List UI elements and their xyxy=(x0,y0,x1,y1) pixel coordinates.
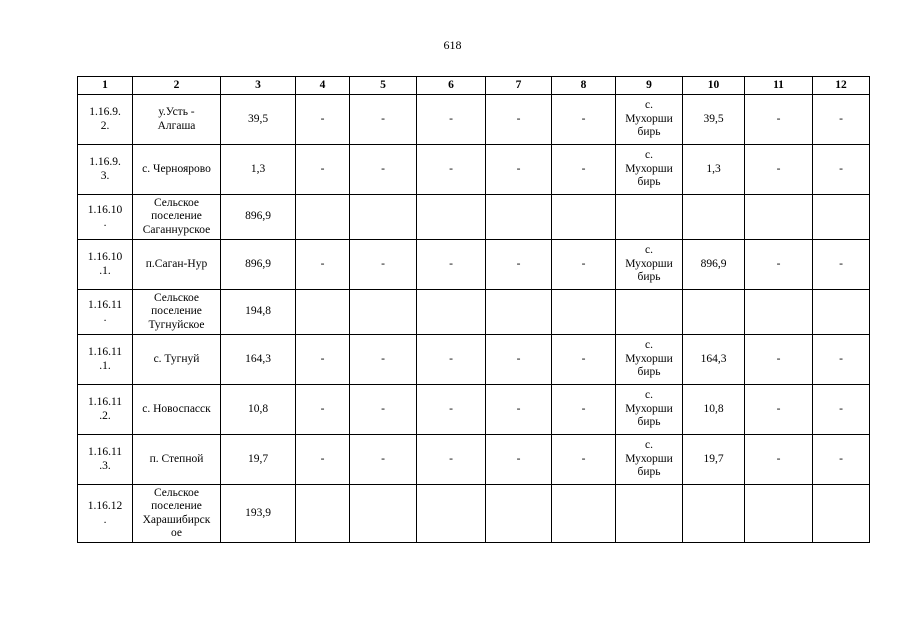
table-cell-col-9 xyxy=(616,195,683,240)
table-row xyxy=(78,435,870,485)
column-header-6: 6 xyxy=(417,77,486,95)
table-cell-col-7 xyxy=(486,485,552,543)
table-cell-col-2: Сельское поселение Саганнурское xyxy=(133,195,221,240)
table-cell-col-8 xyxy=(552,485,616,543)
table-cell-col-9: с. Мухорши бирь xyxy=(616,240,683,290)
table-cell-col-3: 896,9 xyxy=(221,195,296,240)
column-header-4: 4 xyxy=(296,77,350,95)
table-cell-col-6: - xyxy=(417,95,486,145)
table-cell-col-2: с. Черноярово xyxy=(133,145,221,195)
table-cell-col-10 xyxy=(683,485,745,543)
table-cell-col-6 xyxy=(417,485,486,543)
page-number: 618 xyxy=(443,38,462,52)
table-cell-col-3: 19,7 xyxy=(221,435,296,485)
table-cell-col-9: с. Мухорши бирь xyxy=(616,95,683,145)
table-cell-col-4: - xyxy=(296,95,350,145)
table-cell-col-4 xyxy=(296,290,350,335)
table-cell-col-4: - xyxy=(296,335,350,385)
table-row xyxy=(78,335,870,385)
table-cell-col-2: Сельское поселение Харашибирск ое xyxy=(133,485,221,543)
table-cell-col-8: - xyxy=(552,435,616,485)
table-cell-col-4 xyxy=(296,195,350,240)
header-row xyxy=(78,77,870,95)
table-cell-col-2: п.Саган-Нур xyxy=(133,240,221,290)
table-cell-col-6 xyxy=(417,290,486,335)
table-cell-col-12: - xyxy=(813,335,870,385)
table-cell-col-1: 1.16.11 . xyxy=(78,290,133,335)
table-cell-col-12 xyxy=(813,485,870,543)
table-cell-col-11: - xyxy=(745,335,813,385)
table-cell-col-6: - xyxy=(417,435,486,485)
table-cell-col-5: - xyxy=(350,335,417,385)
table-cell-col-9 xyxy=(616,485,683,543)
table-cell-col-7: - xyxy=(486,435,552,485)
column-header-3: 3 xyxy=(221,77,296,95)
table-cell-col-4 xyxy=(296,485,350,543)
table-cell-col-6: - xyxy=(417,240,486,290)
table-cell-col-11: - xyxy=(745,385,813,435)
table-cell-col-5 xyxy=(350,485,417,543)
table-cell-col-8: - xyxy=(552,335,616,385)
table-cell-col-11: - xyxy=(745,435,813,485)
table-cell-col-7: - xyxy=(486,95,552,145)
table-cell-col-5: - xyxy=(350,240,417,290)
table-cell-col-3: 193,9 xyxy=(221,485,296,543)
table-cell-col-1: 1.16.10 . xyxy=(78,195,133,240)
table-cell-col-11: - xyxy=(745,145,813,195)
table-cell-col-10: 19,7 xyxy=(683,435,745,485)
table-cell-col-5 xyxy=(350,195,417,240)
table-cell-col-12: - xyxy=(813,385,870,435)
table-cell-col-11: - xyxy=(745,95,813,145)
table-cell-col-7: - xyxy=(486,335,552,385)
table-cell-col-9: с. Мухорши бирь xyxy=(616,335,683,385)
table-cell-col-8: - xyxy=(552,385,616,435)
column-header-7: 7 xyxy=(486,77,552,95)
table-row xyxy=(78,145,870,195)
table-cell-col-10: 1,3 xyxy=(683,145,745,195)
table-cell-col-11: - xyxy=(745,240,813,290)
table-cell-col-3: 896,9 xyxy=(221,240,296,290)
table-cell-col-8 xyxy=(552,195,616,240)
table-cell-col-2: у.Усть - Алгаша xyxy=(133,95,221,145)
table-cell-col-5: - xyxy=(350,435,417,485)
column-header-2: 2 xyxy=(133,77,221,95)
table-cell-col-9: с. Мухорши бирь xyxy=(616,145,683,195)
table-cell-col-3: 194,8 xyxy=(221,290,296,335)
table-cell-col-11 xyxy=(745,195,813,240)
table-cell-col-10: 39,5 xyxy=(683,95,745,145)
table-cell-col-2: с. Новоспасск xyxy=(133,385,221,435)
table-cell-col-7: - xyxy=(486,385,552,435)
table-cell-col-1: 1.16.9. 2. xyxy=(78,95,133,145)
table-cell-col-8: - xyxy=(552,95,616,145)
table-cell-col-12: - xyxy=(813,240,870,290)
table-cell-col-4: - xyxy=(296,435,350,485)
column-header-11: 11 xyxy=(745,77,813,95)
column-header-5: 5 xyxy=(350,77,417,95)
table-row xyxy=(78,290,870,335)
table-cell-col-8 xyxy=(552,290,616,335)
table-cell-col-2: с. Тугнуй xyxy=(133,335,221,385)
table-cell-col-11 xyxy=(745,290,813,335)
table-cell-col-5: - xyxy=(350,95,417,145)
table-row xyxy=(78,195,870,240)
table-cell-col-6 xyxy=(417,195,486,240)
table-cell-col-4: - xyxy=(296,145,350,195)
table-cell-col-6: - xyxy=(417,145,486,195)
table-row xyxy=(78,385,870,435)
column-header-8: 8 xyxy=(552,77,616,95)
table-cell-col-1: 1.16.10 .1. xyxy=(78,240,133,290)
table-cell-col-9 xyxy=(616,290,683,335)
table-cell-col-1: 1.16.11 .3. xyxy=(78,435,133,485)
column-header-10: 10 xyxy=(683,77,745,95)
table-cell-col-12 xyxy=(813,290,870,335)
table-cell-col-12: - xyxy=(813,145,870,195)
table-cell-col-9: с. Мухорши бирь xyxy=(616,385,683,435)
table-row xyxy=(78,485,870,543)
column-header-12: 12 xyxy=(813,77,870,95)
table-cell-col-4: - xyxy=(296,385,350,435)
table-cell-col-3: 164,3 xyxy=(221,335,296,385)
table-cell-col-2: Сельское поселение Тугнуйское xyxy=(133,290,221,335)
table-cell-col-1: 1.16.11 .1. xyxy=(78,335,133,385)
table-cell-col-7: - xyxy=(486,240,552,290)
table-cell-col-10: 10,8 xyxy=(683,385,745,435)
table-cell-col-5 xyxy=(350,290,417,335)
table-row xyxy=(78,240,870,290)
table-cell-col-8: - xyxy=(552,240,616,290)
table-cell-col-10 xyxy=(683,290,745,335)
table-cell-col-3: 1,3 xyxy=(221,145,296,195)
table-cell-col-10: 164,3 xyxy=(683,335,745,385)
table-row xyxy=(78,95,870,145)
table-cell-col-11 xyxy=(745,485,813,543)
table-cell-col-12: - xyxy=(813,95,870,145)
table-cell-col-1: 1.16.12 . xyxy=(78,485,133,543)
table-cell-col-6: - xyxy=(417,385,486,435)
table-cell-col-3: 39,5 xyxy=(221,95,296,145)
table-cell-col-4: - xyxy=(296,240,350,290)
table-cell-col-1: 1.16.11 .2. xyxy=(78,385,133,435)
table-cell-col-10 xyxy=(683,195,745,240)
table-cell-col-7: - xyxy=(486,145,552,195)
data-table xyxy=(77,76,870,543)
table-cell-col-5: - xyxy=(350,385,417,435)
table-cell-col-5: - xyxy=(350,145,417,195)
table-cell-col-10: 896,9 xyxy=(683,240,745,290)
table-cell-col-3: 10,8 xyxy=(221,385,296,435)
table-cell-col-8: - xyxy=(552,145,616,195)
table-cell-col-7 xyxy=(486,290,552,335)
table-cell-col-6: - xyxy=(417,335,486,385)
table-cell-col-12: - xyxy=(813,435,870,485)
table-cell-col-1: 1.16.9. 3. xyxy=(78,145,133,195)
table-cell-col-12 xyxy=(813,195,870,240)
column-header-1: 1 xyxy=(78,77,133,95)
table-cell-col-9: с. Мухорши бирь xyxy=(616,435,683,485)
table-cell-col-7 xyxy=(486,195,552,240)
column-header-9: 9 xyxy=(616,77,683,95)
table-cell-col-2: п. Степной xyxy=(133,435,221,485)
